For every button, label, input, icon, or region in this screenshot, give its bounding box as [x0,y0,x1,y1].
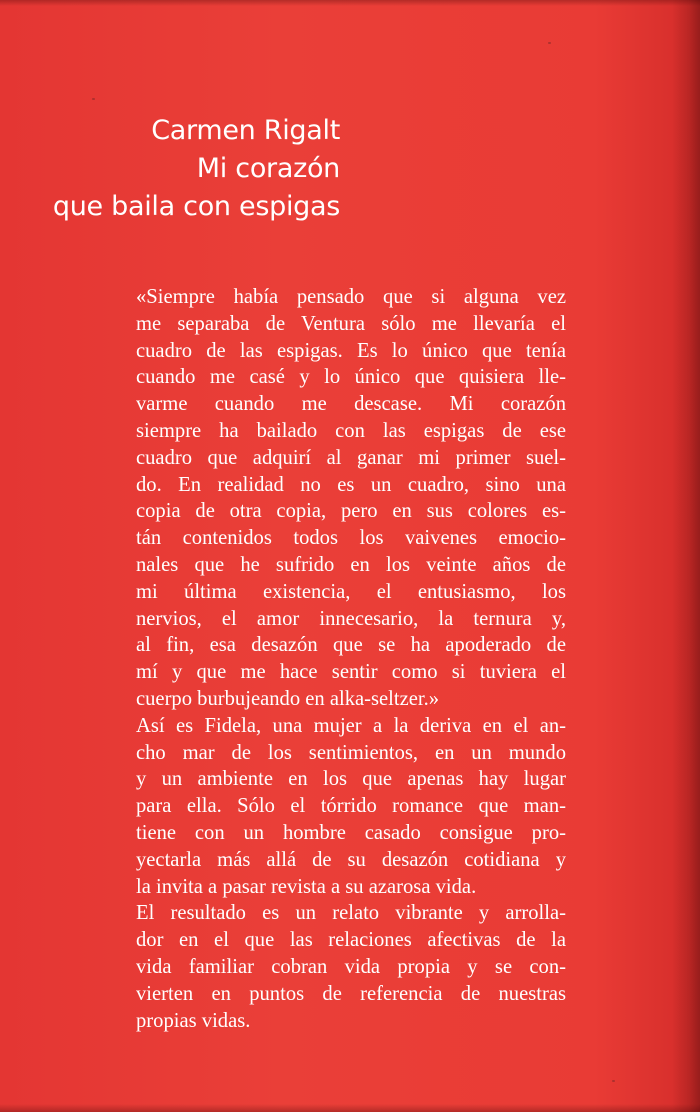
blurb-line: Así es Fidela, una mujer a la deriva en el an- [136,714,566,737]
blurb-line: propias vidas. [136,1009,251,1032]
blurb-line: al fin, esa desazón que se ha apoderado de [136,634,566,657]
cover-speck [92,98,95,100]
blurb-line: do. En realidad no es un cuadro, sino una [136,473,566,496]
author-name: Carmen Rigalt [151,115,340,146]
blurb-line: vida familiar cobran vida propia y se con- [136,955,566,978]
blurb-line: mi última existencia, el entusiasmo, los [136,580,566,603]
cover-spine-edge [672,0,700,1112]
cover-top-edge [0,0,700,6]
blurb-line: yectarla más allá de su desazón cotidiana y [136,848,566,871]
blurb-line: varme cuando me descase. Mi corazón [136,393,566,416]
blurb-line: El resultado es un relato vibrante y arrolla- [136,902,566,925]
blurb-line: vierten en puntos de referencia de nuestras [136,982,566,1005]
blurb-line: la invita a pasar revista a su azarosa vida. [136,875,477,898]
cover-speck [612,1080,615,1082]
blurb-line: cuando me casé y lo único que quisiera lle- [136,366,566,389]
blurb-line: cuadro de las espigas. Es lo único que tenía [136,339,566,362]
book-title-line-2: que baila con espigas [52,191,340,222]
blurb-line: cuadro que adquirí al ganar mi primer suel- [136,446,566,469]
blurb-line: y un ambiente en los que apenas hay lugar [136,768,566,791]
blurb-line: copia de otra copia, pero en sus colores es- [136,500,566,523]
book-title-line-1: Mi corazón [196,153,340,184]
blurb-line: mí y que me hace sentir como si tuviera el [136,661,566,684]
blurb-line: siempre ha bailado con las espigas de ese [136,419,566,442]
blurb-line: tán contenidos todos los vaivenes emocio- [136,527,566,550]
blurb-line: cho mar de los sentimientos, en un mundo [136,741,566,764]
cover-bottom-edge [0,1104,700,1112]
blurb-line: tiene con un hombre casado consigue pro- [136,821,566,844]
blurb-line: dor en el que las relaciones afectivas de la [136,929,566,952]
blurb-text [136,284,566,1034]
cover-speck [548,42,551,44]
blurb-line: nales que he sufrido en los veinte años de [136,553,566,576]
blurb-line: me separaba de Ventura sólo me llevaría el [136,312,566,335]
blurb-line: nervios, el amor innecesario, la ternura y, [136,607,566,630]
blurb-line: «Siempre había pensado que si alguna vez [136,286,566,308]
blurb-line: cuerpo burbujeando en alka-seltzer.» [136,687,440,710]
blurb-line: para ella. Sólo el tórrido romance que man- [136,795,566,818]
title-block [40,112,340,226]
